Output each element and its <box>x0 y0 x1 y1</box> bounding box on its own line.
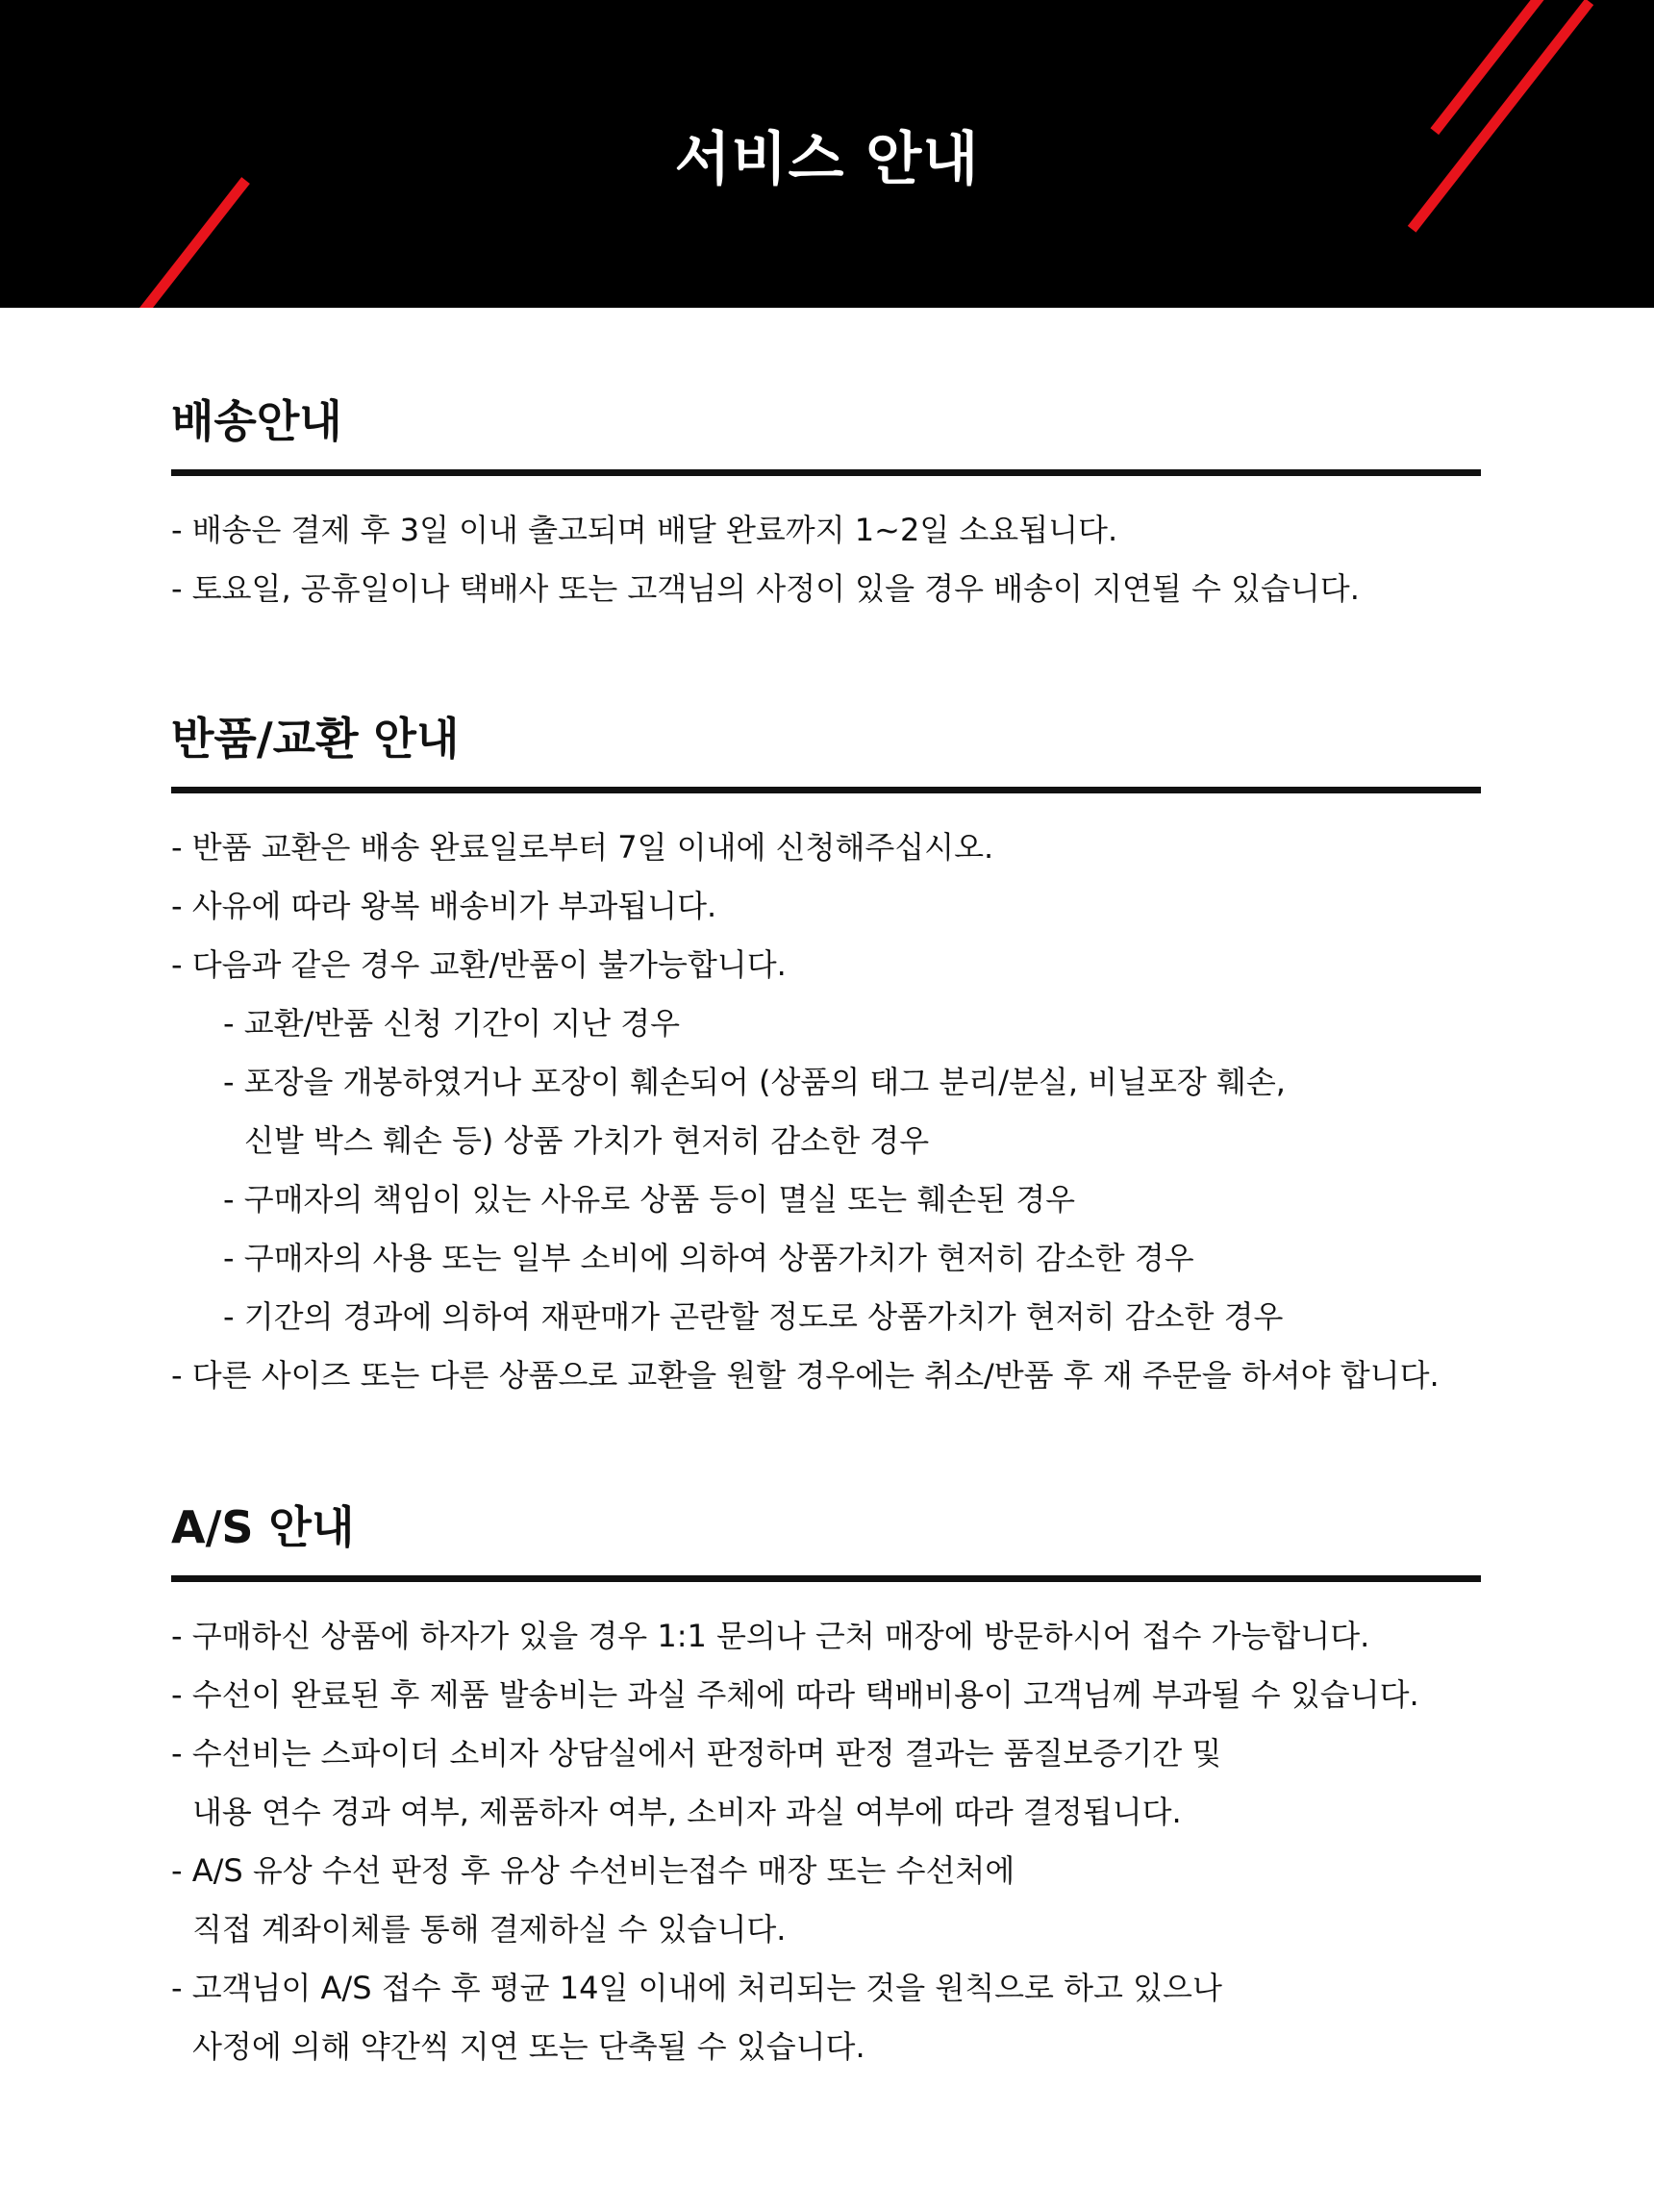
list-item: - 배송은 결제 후 3일 이내 출고되며 배달 완료까지 1~2일 소요됩니다. <box>171 512 1118 548</box>
section-list <box>171 1607 1481 2076</box>
list-item: - 수선비는 스파이더 소비자 상담실에서 판정하며 판정 결과는 품질보증기간 및 <box>171 1735 1222 1772</box>
list-item: - 수선이 완료된 후 제품 발송비는 과실 주체에 따라 택배비용이 고객님께 부과될 수 있습니다. <box>171 1676 1419 1713</box>
section-delivery <box>171 394 1481 618</box>
section-title: 반품/교환 안내 <box>171 713 460 765</box>
sub-list-item: - 교환/반품 신청 기간이 지난 경우 <box>223 1005 681 1042</box>
sub-list-item: - 포장을 개봉하였거나 포장이 훼손되어 (상품의 태그 분리/분실, 비닐포장 훼손, <box>223 1064 1286 1100</box>
list-item: - 다음과 같은 경우 교환/반품이 불가능합니다. <box>171 946 787 983</box>
list-item: - 사유에 따라 왕복 배송비가 부과됩니다. <box>171 888 717 924</box>
list-item: - A/S 유상 수선 판정 후 유상 수선비는접수 매장 또는 수선처에 <box>171 1852 1015 1889</box>
list-item: - 토요일, 공휴일이나 택배사 또는 고객님의 사정이 있을 경우 배송이 지연될 수 있습니다. <box>171 570 1360 607</box>
list-item: - 반품 교환은 배송 완료일로부터 7일 이내에 신청해주십시오. <box>171 829 994 866</box>
header-banner <box>0 0 1654 308</box>
sub-list-item: - 구매자의 책임이 있는 사유로 상품 등이 멸실 또는 훼손된 경우 <box>223 1181 1076 1218</box>
list-item-continued: 직접 계좌이체를 통해 결제하실 수 있습니다. <box>192 1911 787 1948</box>
section-divider <box>171 1575 1481 1582</box>
sub-list-item: - 기간의 경과에 의하여 재판매가 곤란할 정도로 상품가치가 현저히 감소한 경우 <box>223 1298 1284 1335</box>
section-list <box>171 501 1481 618</box>
sub-list-item: - 구매자의 사용 또는 일부 소비에 의하여 상품가치가 현저히 감소한 경우 <box>223 1240 1194 1276</box>
red-stripe-left <box>88 177 250 308</box>
list-item: - 고객님이 A/S 접수 후 평균 14일 이내에 처리되는 것을 원칙으로 하고 있으나 <box>171 1970 1222 2006</box>
list-item: - 구매하신 상품에 하자가 있을 경우 1:1 문의나 근처 매장에 방문하시어 접수 가능합니다. <box>171 1618 1370 1654</box>
section-list <box>171 818 1481 1405</box>
list-item: - 다른 사이즈 또는 다른 상품으로 교환을 원할 경우에는 취소/반품 후 재 주문을 하셔야 합니다. <box>171 1357 1440 1394</box>
section-divider <box>171 787 1481 793</box>
list-item-continued: 내용 연수 경과 여부, 제품하자 여부, 소비자 과실 여부에 따라 결정됩니다. <box>192 1794 1182 1830</box>
section-divider <box>171 469 1481 476</box>
section-title: A/S 안내 <box>171 1501 355 1553</box>
section-title: 배송안내 <box>171 395 342 447</box>
list-item-continued: 사정에 의해 약간씩 지연 또는 단축될 수 있습니다. <box>192 2028 865 2065</box>
sub-list-item-continued: 신발 박스 훼손 등) 상품 가치가 현저히 감소한 경우 <box>244 1122 930 1159</box>
page-title: 서비스 안내 <box>674 126 980 193</box>
section-return-exchange <box>171 712 1481 1405</box>
section-after-service <box>171 1500 1481 2076</box>
